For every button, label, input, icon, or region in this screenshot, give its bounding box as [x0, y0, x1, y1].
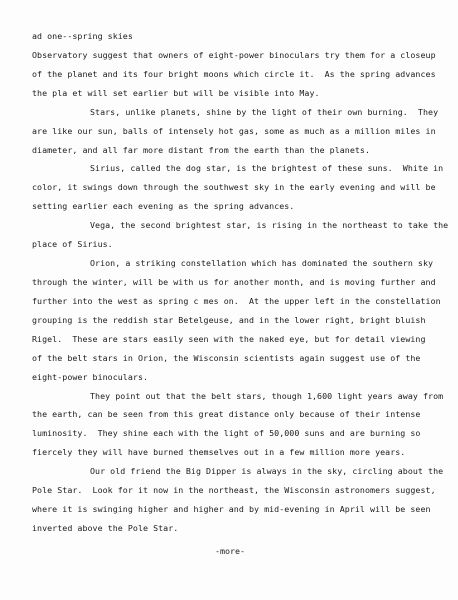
text-line: They point out that the belt stars, though 1,600 light years away from [90, 391, 444, 401]
text-line: diameter, and all far more distant from the earth than the planets. [32, 145, 371, 155]
text-line: of the belt stars in Orion, the Wisconsin scientists again suggest use of the [32, 353, 421, 363]
text-line: Stars, unlike planets, shine by the light of their own burning. They [90, 107, 439, 117]
text-line: color, it swings down through the southwest sky in the early evening and will be [32, 182, 436, 192]
text-line: Sirius, called the dog star, is the brightest of these suns. White in [90, 163, 444, 173]
text-line: Rigel. These are stars easily seen with the naked eye, but for detail viewing [32, 334, 426, 344]
text-line: Observatory suggest that owners of eight-power binoculars try them for a closeup [32, 50, 436, 60]
text-line: Orion, a striking constellation which has dominated the southern sky [90, 258, 434, 268]
text-line: Vega, the second brightest star, is rising in the northeast to take the [90, 220, 449, 230]
text-line: the pla et will set earlier but will be visible into May. [32, 88, 320, 98]
text-line: eight-power binoculars. [32, 372, 149, 382]
page-header: ad one--spring skies [32, 31, 133, 41]
text-line: setting earlier each evening as the spring advances. [32, 201, 295, 211]
text-line: Pole Star. Look for it now in the northeast, the Wisconsin astronomers suggest, [32, 485, 436, 495]
page-footer-more: -more- [215, 546, 245, 556]
text-line: inverted above the Pole Star. [32, 523, 179, 533]
text-line: Our old friend the Big Dipper is always in the sky, circling about the [90, 466, 444, 476]
text-line: grouping is the reddish star Betelgeuse, and in the lower right, bright bluish [32, 315, 426, 325]
text-line: place of Sirius. [32, 239, 113, 249]
text-line: of the planet and its four bright moons which circle it. As the spring advances [32, 69, 436, 79]
text-line: further into the west as spring c mes on. At the upper left in the constellation [32, 296, 441, 306]
text-line: fiercely they will have burned themselves out in a few million more years. [32, 447, 406, 457]
text-line: where it is swinging higher and higher and by mid-evening in April will be seen [32, 504, 431, 514]
text-line: the earth, can be seen from this great distance only because of their intense [32, 409, 421, 419]
text-line: are like our sun, balls of intensely hot gas, some as much as a million miles in [32, 126, 436, 136]
text-line: through the winter, will be with us for another month, and is moving further and [32, 277, 436, 287]
text-line: luminosity. They shine each with the light of 50,000 suns and are burning so [32, 428, 421, 438]
